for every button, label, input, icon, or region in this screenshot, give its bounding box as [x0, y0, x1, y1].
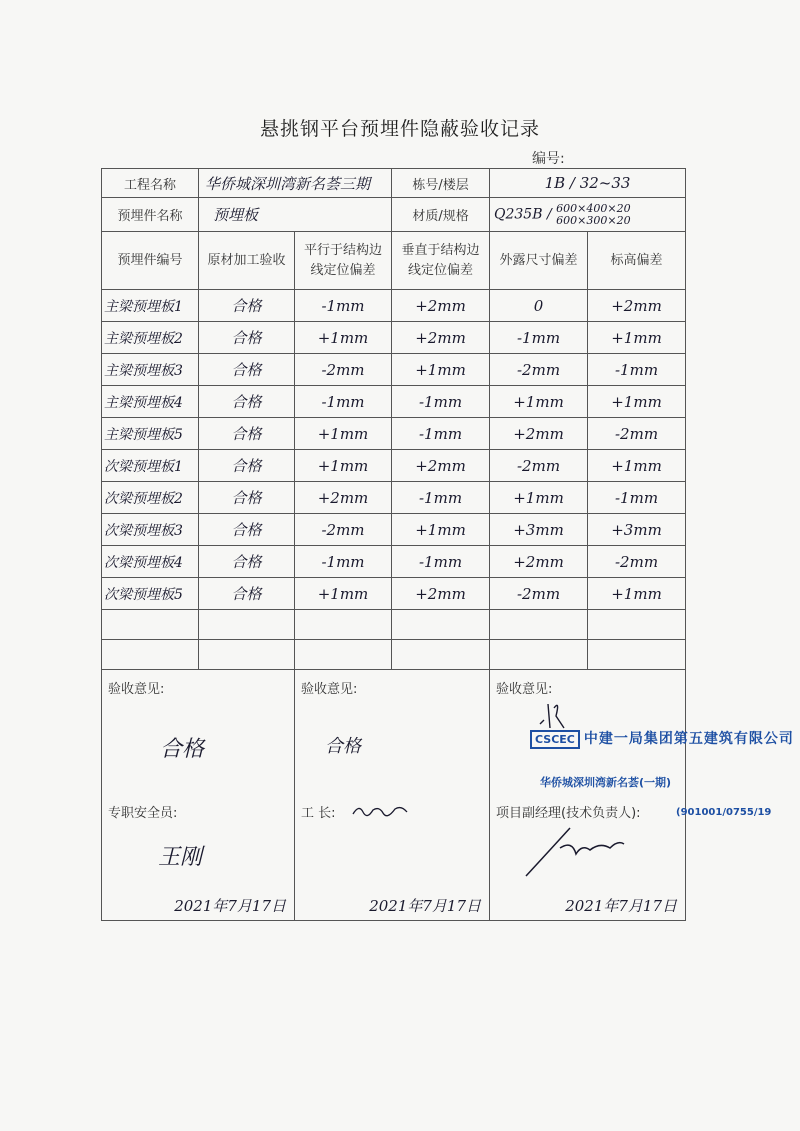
table-cell: 合格 — [199, 450, 295, 482]
role-label: 专职安全员: — [108, 806, 178, 821]
table-row — [102, 482, 686, 514]
col-header-1: 原材加工验收 — [199, 232, 295, 290]
table-row — [102, 418, 686, 450]
col-header-2: 平行于结构边线定位偏差 — [295, 232, 392, 290]
table-cell: 次梁预埋板4 — [102, 546, 199, 578]
header-row — [102, 232, 686, 290]
table-cell: +2mm — [490, 418, 588, 450]
opinion-label: 验收意见: — [301, 682, 358, 697]
table-cell: +3mm — [588, 514, 686, 546]
signature-row — [102, 670, 686, 921]
table-cell: +2mm — [295, 482, 392, 514]
table-row — [102, 290, 686, 322]
empty-cell — [490, 610, 588, 640]
table-cell: 合格 — [199, 482, 295, 514]
sign-date: 2021年7月17日 — [369, 897, 482, 915]
table-cell: +2mm — [490, 546, 588, 578]
table-cell: +1mm — [588, 322, 686, 354]
table-cell: -2mm — [490, 450, 588, 482]
page-title: 悬挑钢平台预埋件隐蔽验收记录 — [259, 118, 540, 140]
opinion-label: 验收意见: — [108, 682, 165, 697]
table-cell: +3mm — [490, 514, 588, 546]
table-cell: -1mm — [392, 418, 490, 450]
table-cell: 主梁预埋板2 — [102, 322, 199, 354]
table-row — [102, 546, 686, 578]
table-cell: +1mm — [490, 386, 588, 418]
table-cell: +1mm — [295, 418, 392, 450]
table-cell: 次梁预埋板2 — [102, 482, 199, 514]
building-label: 栋号/楼层 — [392, 169, 490, 198]
col-header-0: 预埋件编号 — [102, 232, 199, 290]
table-cell: -1mm — [588, 354, 686, 386]
opinion-value: 合格 — [160, 737, 205, 762]
table-cell: +2mm — [392, 450, 490, 482]
table-row — [102, 354, 686, 386]
project-stamp: 华侨城深圳湾新名荟(一期) (901001/0755/19 — [540, 776, 772, 818]
table-cell: -1mm — [295, 546, 392, 578]
material-label: 材质/规格 — [392, 198, 490, 232]
empty-cell — [392, 610, 490, 640]
table-cell: +1mm — [588, 450, 686, 482]
table-cell: 合格 — [199, 514, 295, 546]
empty-cell — [199, 640, 295, 670]
table-cell: -2mm — [295, 514, 392, 546]
table-cell: -2mm — [588, 418, 686, 450]
table-cell: -1mm — [392, 386, 490, 418]
table-cell: 合格 — [199, 546, 295, 578]
table-cell: 主梁预埋板1 — [102, 290, 199, 322]
data-rows — [102, 290, 686, 610]
table-cell: 次梁预埋板3 — [102, 514, 199, 546]
table-row — [102, 514, 686, 546]
table-cell: 主梁预埋板3 — [102, 354, 199, 386]
project-name-label: 工程名称 — [102, 169, 199, 198]
table-cell: -1mm — [588, 482, 686, 514]
table-cell: -2mm — [490, 578, 588, 610]
table-cell: +1mm — [490, 482, 588, 514]
table-cell: +1mm — [392, 354, 490, 386]
spec-line-1: 600×400×20 — [556, 201, 631, 215]
table-cell: +2mm — [392, 322, 490, 354]
empty-cell — [102, 610, 199, 640]
signature-block-foreman — [295, 670, 490, 921]
signer-signature: 王刚 — [158, 845, 203, 870]
table-row — [102, 578, 686, 610]
table-cell: +1mm — [295, 322, 392, 354]
table-cell: 次梁预埋板1 — [102, 450, 199, 482]
table-cell: 主梁预埋板5 — [102, 418, 199, 450]
part-name-value: 预埋板 — [199, 198, 392, 232]
table-cell: +1mm — [588, 578, 686, 610]
opinion-label: 验收意见: — [496, 682, 553, 697]
sign-date: 2021年7月17日 — [565, 897, 678, 915]
role-label: 工 长: — [301, 806, 336, 821]
table-cell: +2mm — [588, 290, 686, 322]
part-name-label: 预埋件名称 — [102, 198, 199, 232]
table-cell: 次梁预埋板5 — [102, 578, 199, 610]
table-cell: +2mm — [392, 578, 490, 610]
table-cell: 合格 — [199, 418, 295, 450]
col-header-4: 外露尺寸偏差 — [490, 232, 588, 290]
table-row — [102, 450, 686, 482]
empty-cell — [588, 640, 686, 670]
empty-cell — [199, 610, 295, 640]
col-header-3: 垂直于结构边线定位偏差 — [392, 232, 490, 290]
table-row — [102, 386, 686, 418]
table-cell: -1mm — [392, 546, 490, 578]
table-cell: -2mm — [295, 354, 392, 386]
empty-cell — [588, 610, 686, 640]
table-cell: +2mm — [392, 290, 490, 322]
project-name-value: 华侨城深圳湾新名荟三期 — [199, 169, 392, 198]
role-label: 项目副经理(技术负责人): — [496, 806, 641, 821]
doc-number-label: 编号: — [532, 151, 565, 167]
table-cell: +1mm — [295, 578, 392, 610]
table-cell: +1mm — [588, 386, 686, 418]
table-cell: 0 — [490, 290, 588, 322]
material-value: Q235B / 600×400×20 600×300×20 — [490, 198, 686, 232]
table-cell: 合格 — [199, 386, 295, 418]
table-cell: 合格 — [199, 578, 295, 610]
cscec-logo: CSCEC — [530, 730, 580, 749]
foreman-signature — [351, 800, 411, 820]
table-cell: +1mm — [295, 450, 392, 482]
spec-line-2: 600×300×20 — [556, 213, 631, 227]
table-cell: +1mm — [392, 514, 490, 546]
table-cell: -1mm — [392, 482, 490, 514]
signature-block-manager — [490, 670, 794, 921]
part-row — [102, 198, 686, 232]
company-stamp: CSCEC 中建一局集团第五建筑有限公司 — [530, 728, 760, 749]
record-table — [101, 168, 794, 921]
manager-signature — [520, 820, 640, 880]
empty-cell — [102, 640, 199, 670]
table-row — [102, 322, 686, 354]
opinion-value: 合格 — [325, 736, 361, 757]
building-value: 1B / 32~33 — [490, 169, 686, 198]
table-cell: -1mm — [295, 290, 392, 322]
empty-row — [102, 610, 686, 640]
empty-cell — [295, 640, 392, 670]
table-cell: -2mm — [490, 354, 588, 386]
empty-cell — [490, 640, 588, 670]
table-cell: -1mm — [490, 322, 588, 354]
empty-cell — [392, 640, 490, 670]
table-cell: 合格 — [199, 290, 295, 322]
col-header-5: 标高偏差 — [588, 232, 686, 290]
sign-date: 2021年7月17日 — [174, 897, 286, 915]
signature-block-safety — [102, 670, 295, 921]
project-row — [102, 169, 686, 198]
table-cell: -2mm — [588, 546, 686, 578]
empty-row — [102, 640, 686, 670]
table-cell: 主梁预埋板4 — [102, 386, 199, 418]
table-cell: 合格 — [199, 354, 295, 386]
empty-cell — [295, 610, 392, 640]
table-cell: 合格 — [199, 322, 295, 354]
table-cell: -1mm — [295, 386, 392, 418]
